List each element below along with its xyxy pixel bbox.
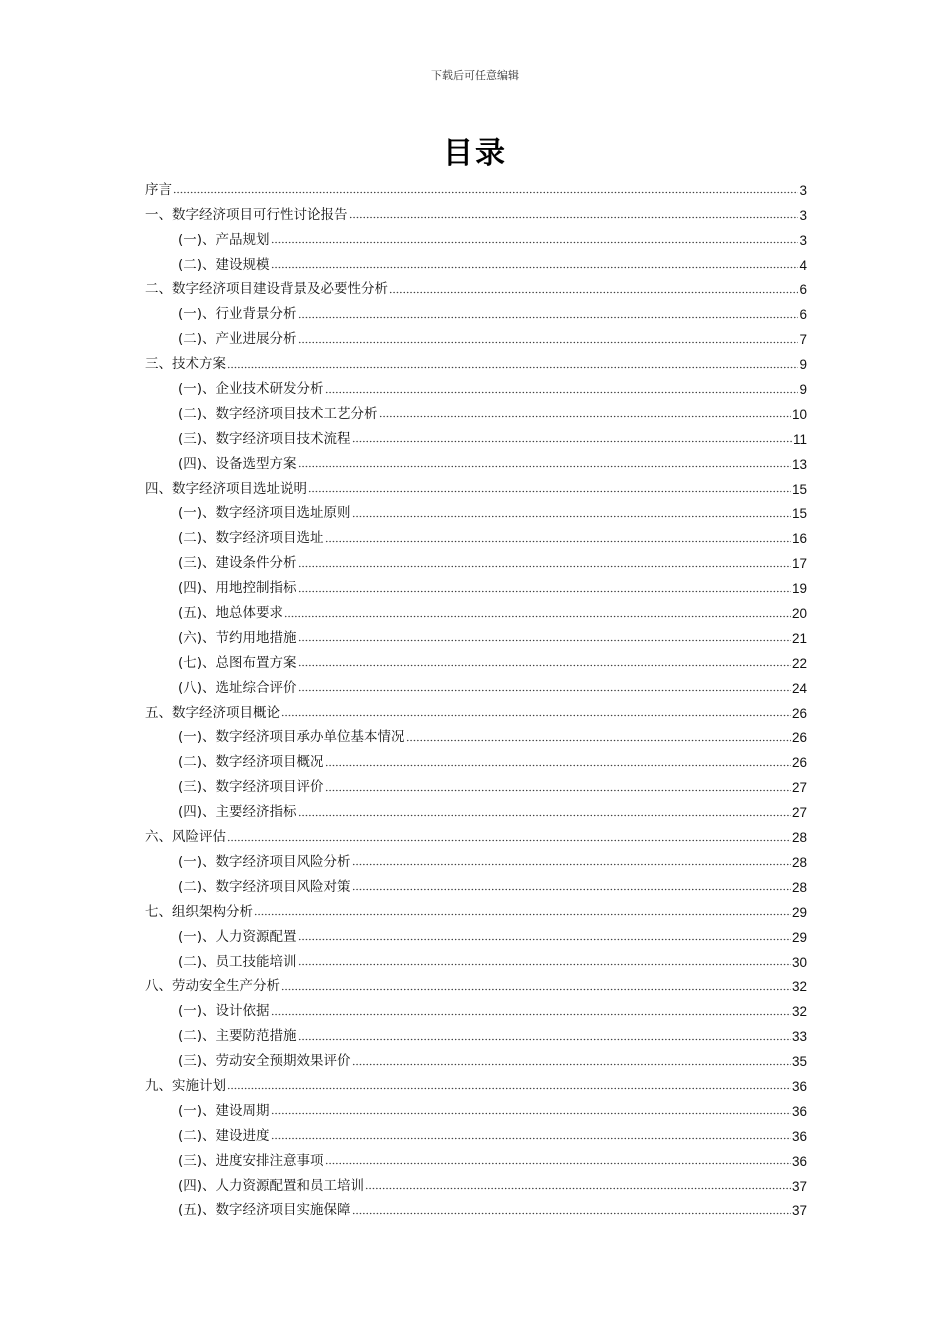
- toc-dot-leader: [352, 1062, 791, 1066]
- toc-entry[interactable]: [145, 1071, 807, 1096]
- toc-entry-page-number: 29: [791, 929, 807, 945]
- toc-entry-page-number: 4: [799, 257, 807, 273]
- toc-entry-page-number: 6: [799, 307, 807, 323]
- toc-entry-page-number: 28: [791, 879, 807, 895]
- toc-entry[interactable]: [145, 1096, 807, 1121]
- toc-entry-label: 三、技术方案: [145, 356, 226, 373]
- toc-dot-leader: [325, 390, 799, 394]
- toc-entry-label: 二、数字经济项目建设背景及必要性分析: [145, 281, 388, 298]
- toc-dot-leader: [227, 365, 798, 369]
- toc-entry-label: (五)、地总体要求: [178, 605, 284, 622]
- toc-entry-page-number: 9: [799, 382, 807, 398]
- toc-entry-page-number: 32: [791, 979, 807, 995]
- toc-entry-label: (二)、数字经济项目技术工艺分析: [178, 405, 378, 422]
- toc-entry[interactable]: [145, 523, 807, 548]
- toc-dot-leader: [227, 838, 791, 842]
- toc-entry-label: 序言: [145, 181, 172, 198]
- toc-dot-leader: [173, 191, 798, 195]
- toc-dot-leader: [352, 1211, 791, 1215]
- toc-entry-page-number: 26: [791, 705, 807, 721]
- toc-entry-label: (二)、建设进度: [178, 1127, 270, 1144]
- toc-entry-page-number: 3: [799, 232, 807, 248]
- toc-entry-page-number: 22: [791, 655, 807, 671]
- toc-dot-leader: [271, 1112, 791, 1116]
- toc-entry-label: 一、数字经济项目可行性讨论报告: [145, 206, 348, 223]
- toc-entry[interactable]: [145, 1021, 807, 1046]
- toc-dot-leader: [271, 241, 799, 245]
- toc-entry-label: (三)、数字经济项目评价: [178, 779, 324, 796]
- toc-entry[interactable]: [145, 623, 807, 648]
- toc-dot-leader: [227, 1087, 791, 1091]
- toc-entry[interactable]: [145, 1196, 807, 1221]
- toc-dot-leader: [298, 589, 791, 593]
- toc-entry-page-number: 30: [791, 954, 807, 970]
- toc-entry-label: (一)、数字经济项目风险分析: [178, 853, 351, 870]
- toc-entry[interactable]: [145, 474, 807, 499]
- toc-dot-leader: [271, 1137, 791, 1141]
- toc-entry-label: 七、组织架构分析: [145, 903, 253, 920]
- toc-entry-page-number: 17: [791, 556, 807, 572]
- toc-entry-label: (一)、企业技术研发分析: [178, 381, 324, 398]
- toc-entry[interactable]: [145, 250, 807, 275]
- toc-dot-leader: [349, 216, 799, 220]
- toc-entry[interactable]: [145, 822, 807, 847]
- toc-entry-page-number: 16: [791, 531, 807, 547]
- toc-entry[interactable]: [145, 324, 807, 349]
- toc-entry-page-number: 20: [791, 606, 807, 622]
- toc-dot-leader: [308, 490, 791, 494]
- toc-entry[interactable]: [145, 897, 807, 922]
- toc-entry[interactable]: [145, 947, 807, 972]
- toc-entry[interactable]: [145, 772, 807, 797]
- toc-entry[interactable]: [145, 275, 807, 300]
- toc-dot-leader: [298, 315, 799, 319]
- toc-entry-page-number: 15: [791, 506, 807, 522]
- toc-entry[interactable]: [145, 1121, 807, 1146]
- toc-entry-label: 九、实施计划: [145, 1077, 226, 1094]
- toc-entry-label: (二)、建设规模: [178, 256, 270, 273]
- toc-entry-label: (一)、数字经济项目选址原则: [178, 505, 351, 522]
- toc-entry-label: (四)、设备选型方案: [178, 455, 297, 472]
- toc-entry-label: 五、数字经济项目概论: [145, 704, 280, 721]
- toc-entry-label: 四、数字经济项目选址说明: [145, 480, 307, 497]
- toc-entry[interactable]: [145, 872, 807, 897]
- toc-entry-label: (四)、人力资源配置和员工培训: [178, 1177, 365, 1194]
- toc-entry-page-number: 35: [791, 1054, 807, 1070]
- toc-entry-page-number: 26: [791, 730, 807, 746]
- toc-entry-page-number: 19: [791, 581, 807, 597]
- toc-entry-label: (一)、人力资源配置: [178, 928, 297, 945]
- toc-entry-page-number: 21: [791, 630, 807, 646]
- toc-dot-leader: [406, 738, 791, 742]
- toc-dot-leader: [365, 1187, 791, 1191]
- toc-entry[interactable]: [145, 747, 807, 772]
- toc-entry-label: (二)、产业进展分析: [178, 331, 297, 348]
- toc-entry[interactable]: [145, 225, 807, 250]
- toc-dot-leader: [325, 763, 791, 767]
- toc-entry[interactable]: [145, 175, 807, 200]
- toc-dot-leader: [284, 614, 791, 618]
- toc-entry-page-number: 3: [799, 207, 807, 223]
- toc-dot-leader: [281, 714, 791, 718]
- toc-entry-page-number: 7: [799, 332, 807, 348]
- toc-dot-leader: [352, 440, 792, 444]
- toc-entry-page-number: 10: [791, 406, 807, 422]
- toc-dot-leader: [254, 913, 791, 917]
- toc-dot-leader: [325, 1162, 791, 1166]
- toc-dot-leader: [379, 415, 791, 419]
- toc-dot-leader: [271, 266, 799, 270]
- toc-entry-page-number: 6: [799, 282, 807, 298]
- toc-dot-leader: [352, 514, 791, 518]
- toc-entry-page-number: 3: [799, 182, 807, 198]
- toc-entry-page-number: 27: [791, 780, 807, 796]
- table-of-contents: [145, 175, 807, 1220]
- toc-entry-page-number: 28: [791, 854, 807, 870]
- toc-entry-label: (三)、进度安排注意事项: [178, 1152, 324, 1169]
- toc-entry[interactable]: [145, 573, 807, 598]
- toc-entry-label: (四)、用地控制指标: [178, 580, 297, 597]
- toc-entry[interactable]: [145, 598, 807, 623]
- toc-dot-leader: [352, 863, 791, 867]
- toc-dot-leader: [298, 1037, 791, 1041]
- toc-dot-leader: [298, 564, 791, 568]
- toc-entry-page-number: 11: [792, 431, 807, 447]
- toc-entry-page-number: 15: [791, 481, 807, 497]
- toc-entry-page-number: 26: [791, 755, 807, 771]
- toc-entry-label: (一)、产品规划: [178, 231, 270, 248]
- toc-dot-leader: [298, 938, 791, 942]
- toc-entry-page-number: 29: [791, 904, 807, 920]
- toc-entry-label: (五)、数字经济项目实施保障: [178, 1202, 351, 1219]
- toc-entry[interactable]: [145, 349, 807, 374]
- toc-title: 目录: [443, 136, 507, 171]
- toc-entry-page-number: 13: [791, 456, 807, 472]
- toc-dot-leader: [298, 689, 791, 693]
- toc-entry-label: (一)、数字经济项目承办单位基本情况: [178, 729, 405, 746]
- toc-entry[interactable]: [145, 1146, 807, 1171]
- toc-entry[interactable]: [145, 1171, 807, 1196]
- toc-entry[interactable]: [145, 449, 807, 474]
- toc-entry-page-number: 28: [791, 830, 807, 846]
- toc-entry-label: (二)、主要防范措施: [178, 1028, 297, 1045]
- toc-entry[interactable]: [145, 200, 807, 225]
- toc-entry[interactable]: [145, 374, 807, 399]
- toc-entry-page-number: 9: [799, 357, 807, 373]
- toc-entry[interactable]: [145, 922, 807, 947]
- toc-dot-leader: [325, 539, 791, 543]
- toc-entry-label: (一)、行业背景分析: [178, 306, 297, 323]
- toc-dot-leader: [298, 465, 791, 469]
- toc-entry-page-number: 36: [791, 1078, 807, 1094]
- toc-entry-label: (二)、数字经济项目概况: [178, 754, 324, 771]
- toc-entry[interactable]: [145, 847, 807, 872]
- toc-entry[interactable]: [145, 972, 807, 997]
- toc-entry[interactable]: [145, 424, 807, 449]
- toc-dot-leader: [298, 664, 791, 668]
- toc-entry-label: (四)、主要经济指标: [178, 804, 297, 821]
- toc-entry-label: (二)、数字经济项目风险对策: [178, 878, 351, 895]
- toc-entry-label: (二)、数字经济项目选址: [178, 530, 324, 547]
- toc-entry-page-number: 37: [791, 1203, 807, 1219]
- toc-entry[interactable]: [145, 648, 807, 673]
- toc-entry-label: (七)、总图布置方案: [178, 654, 297, 671]
- toc-dot-leader: [298, 639, 791, 643]
- toc-entry[interactable]: [145, 548, 807, 573]
- toc-entry-label: (六)、节约用地措施: [178, 629, 297, 646]
- toc-entry[interactable]: [145, 1046, 807, 1071]
- toc-entry-page-number: 33: [791, 1029, 807, 1045]
- toc-entry-label: (八)、选址综合评价: [178, 679, 297, 696]
- toc-entry[interactable]: [145, 723, 807, 748]
- toc-entry-page-number: 36: [791, 1128, 807, 1144]
- toc-entry-page-number: 36: [791, 1103, 807, 1119]
- toc-entry-label: (三)、数字经济项目技术流程: [178, 430, 351, 447]
- toc-entry[interactable]: [145, 399, 807, 424]
- toc-entry-page-number: 37: [791, 1178, 807, 1194]
- toc-entry-label: (一)、建设周期: [178, 1102, 270, 1119]
- toc-entry[interactable]: [145, 996, 807, 1021]
- toc-dot-leader: [325, 788, 791, 792]
- toc-dot-leader: [298, 963, 791, 967]
- toc-entry[interactable]: [145, 797, 807, 822]
- toc-entry[interactable]: [145, 698, 807, 723]
- toc-entry[interactable]: [145, 673, 807, 698]
- toc-entry[interactable]: [145, 299, 807, 324]
- toc-entry-page-number: 32: [791, 1004, 807, 1020]
- toc-dot-leader: [352, 888, 791, 892]
- toc-entry-label: 六、风险评估: [145, 829, 226, 846]
- toc-entry-label: (三)、劳动安全预期效果评价: [178, 1053, 351, 1070]
- toc-entry-label: (一)、设计依据: [178, 1003, 270, 1020]
- toc-entry-page-number: 27: [791, 805, 807, 821]
- toc-entry-label: (二)、员工技能培训: [178, 953, 297, 970]
- toc-dot-leader: [281, 987, 791, 991]
- toc-entry-label: 八、劳动安全生产分析: [145, 978, 280, 995]
- toc-dot-leader: [271, 1012, 791, 1016]
- toc-entry[interactable]: [145, 499, 807, 524]
- toc-entry-page-number: 24: [791, 680, 807, 696]
- toc-dot-leader: [298, 340, 799, 344]
- toc-entry-label: (三)、建设条件分析: [178, 555, 297, 572]
- header-note: 下载后可任意编辑: [431, 69, 519, 82]
- toc-entry-page-number: 36: [791, 1153, 807, 1169]
- toc-dot-leader: [389, 290, 798, 294]
- toc-dot-leader: [298, 813, 791, 817]
